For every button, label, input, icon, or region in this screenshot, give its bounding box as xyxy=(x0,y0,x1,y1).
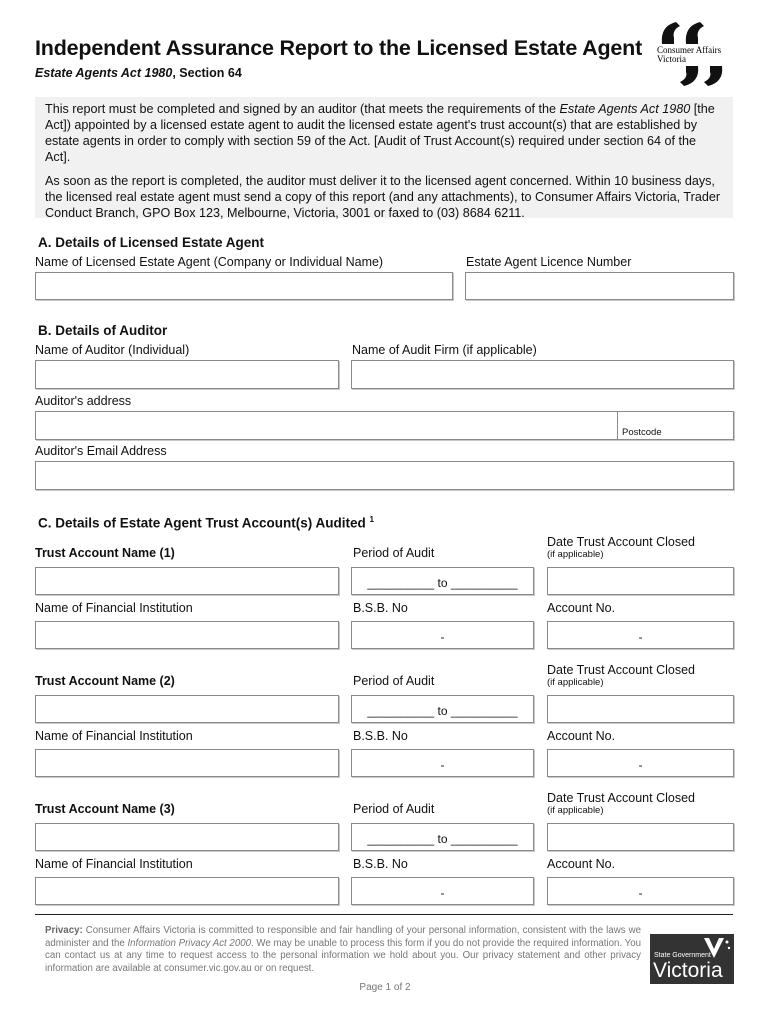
auditor-address-field[interactable] xyxy=(35,411,734,440)
financial-institution-label: Name of Financial Institution xyxy=(35,729,193,743)
trust-account-name-label: Trust Account Name (2) xyxy=(35,674,175,688)
account-separator: - xyxy=(638,630,643,644)
consumer-affairs-logo xyxy=(652,20,736,88)
bsb-field[interactable] xyxy=(351,749,534,777)
licence-number-field[interactable] xyxy=(465,272,734,300)
privacy-statement: Privacy: Consumer Affairs Victoria is committed to responsible and fair handling of your personal information, consistent with the laws we administer and the Information Privacy Act 2000. We may be unable to process this form if you do not provide the required information. You can contact us at any time to request access to the personal information we hold about you. Our privacy statement and other privacy information are available at consumer.vic.gov.au or on request. xyxy=(45,925,641,974)
date-closed-field[interactable] xyxy=(547,567,734,595)
date-closed-note: (if applicable) xyxy=(547,549,604,560)
period-placeholder: __________ to __________ xyxy=(367,832,518,846)
date-closed-field[interactable] xyxy=(547,823,734,851)
bsb-separator: - xyxy=(440,758,445,772)
period-of-audit-label: Period of Audit xyxy=(353,802,435,816)
financial-institution-field[interactable] xyxy=(35,621,339,649)
agent-name-label: Name of Licensed Estate Agent (Company or Individual Name) xyxy=(35,255,384,269)
period-of-audit-label: Period of Audit xyxy=(353,674,435,688)
instructions-box xyxy=(35,97,733,218)
state-government-victoria-logo: State Government Victoria xyxy=(650,934,734,984)
auditor-name-label: Name of Auditor (Individual) xyxy=(35,343,190,357)
account-separator: - xyxy=(638,886,643,900)
financial-institution-field[interactable] xyxy=(35,877,339,905)
bsb-label: B.S.B. No xyxy=(353,857,408,871)
section-c-heading: C. Details of Estate Agent Trust Account(s) Audited $^1$ xyxy=(38,515,374,531)
date-closed-note: (if applicable) xyxy=(547,805,604,816)
section-ref: , Section 64 xyxy=(172,66,242,80)
account-separator: - xyxy=(638,758,643,772)
financial-institution-label: Name of Financial Institution xyxy=(35,601,193,615)
date-closed-label: Date Trust Account Closed xyxy=(547,791,695,805)
southern-cross-icon xyxy=(702,936,732,960)
period-placeholder: __________ to __________ xyxy=(367,576,518,590)
footnote-marker: 1 xyxy=(369,515,374,524)
financial-institution-label: Name of Financial Institution xyxy=(35,857,193,871)
section-b-heading: B. Details of Auditor xyxy=(38,323,168,338)
footer-divider xyxy=(35,914,733,915)
bsb-label: B.S.B. No xyxy=(353,729,408,743)
bsb-field[interactable] xyxy=(351,877,534,905)
auditor-address-label: Auditor's address xyxy=(35,394,132,408)
account-number-field[interactable] xyxy=(547,621,734,649)
auditor-name-field[interactable] xyxy=(35,360,339,389)
trust-account-name-field[interactable] xyxy=(35,567,339,595)
act-name: Estate Agents Act 1980 xyxy=(35,66,173,80)
account-number-label: Account No. xyxy=(547,857,616,871)
trust-account-name-field[interactable] xyxy=(35,823,339,851)
trust-account-name-label: Trust Account Name (3) xyxy=(35,802,175,816)
instructions-paragraph-1: This report must be completed and signed by an auditor (that meets the requirements of the Estate Agents Act 1980 [the Act]) appointed by a licensed estate agent to audit the licensed estate agent's trust account(s) that are established by estate agents in order to comply with section 59 of the Act. [Audit of Trust Account(s) required under section 64 of the Act]. xyxy=(45,102,715,164)
agent-name-field[interactable] xyxy=(35,272,453,300)
account-number-label: Account No. xyxy=(547,729,616,743)
auditor-email-field[interactable] xyxy=(35,461,734,490)
account-number-label: Account No. xyxy=(547,601,616,615)
svg-text:Consumer Affairs: Consumer Affairs xyxy=(657,45,722,55)
date-closed-label: Date Trust Account Closed xyxy=(547,663,695,677)
quote-marks-icon xyxy=(652,20,736,88)
page-subtitle xyxy=(35,66,242,80)
bsb-label: B.S.B. No xyxy=(353,601,408,615)
auditor-email-label: Auditor's Email Address xyxy=(35,444,167,458)
account-number-field[interactable] xyxy=(547,877,734,905)
page-title: Independent Assurance Report to the Licensed Estate Agent xyxy=(35,36,643,60)
financial-institution-field[interactable] xyxy=(35,749,339,777)
page-number: Page 1 of 2 xyxy=(359,982,411,993)
postcode-divider xyxy=(617,412,618,439)
postcode-label: Postcode xyxy=(622,427,662,438)
bsb-separator: - xyxy=(440,630,445,644)
bsb-separator: - xyxy=(440,886,445,900)
period-of-audit-label: Period of Audit xyxy=(353,546,435,560)
period-of-audit-field[interactable] xyxy=(351,567,534,595)
svg-text:Victoria: Victoria xyxy=(657,54,686,64)
section-a-heading: A. Details of Licensed Estate Agent xyxy=(38,235,265,250)
bsb-field[interactable] xyxy=(351,621,534,649)
date-closed-field[interactable] xyxy=(547,695,734,723)
trust-account-name-label: Trust Account Name (1) xyxy=(35,546,175,560)
account-number-field[interactable] xyxy=(547,749,734,777)
instructions-paragraph-2: As soon as the report is completed, the auditor must deliver it to the licensed agent concerned. Within 10 business days, the licensed real estate agent must send a copy of this report (and any attachments), to Consumer Affairs Victoria, Trader Conduct Branch, GPO Box 123, Melbourne, Victoria, 3001 or faxed to (03) 8684 6211. xyxy=(45,174,721,220)
trust-account-name-field[interactable] xyxy=(35,695,339,723)
date-closed-label: Date Trust Account Closed xyxy=(547,535,695,549)
date-closed-note: (if applicable) xyxy=(547,677,604,688)
audit-firm-field[interactable] xyxy=(351,360,734,389)
audit-firm-label: Name of Audit Firm (if applicable) xyxy=(352,343,537,357)
period-placeholder: __________ to __________ xyxy=(367,704,518,718)
period-of-audit-field[interactable] xyxy=(351,823,534,851)
period-of-audit-field[interactable] xyxy=(351,695,534,723)
licence-number-label: Estate Agent Licence Number xyxy=(466,255,632,269)
